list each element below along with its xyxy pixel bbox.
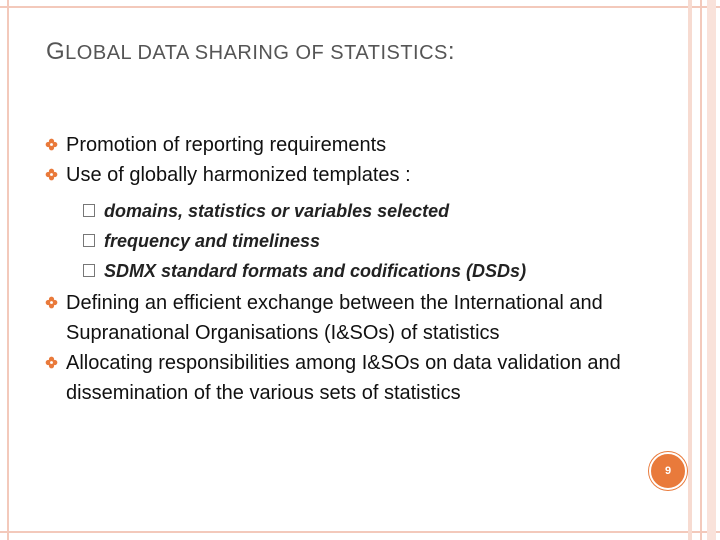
frame-right-bar-wide — [707, 0, 716, 540]
sub-list-item — [45, 256, 645, 286]
sub-bullet-text: frequency and timeliness — [104, 231, 321, 251]
orange-flower-bullet-icon — [45, 356, 58, 369]
title-text: LOBAL DATA SHARING OF STATISTICS — [65, 42, 448, 64]
orange-flower-bullet-icon — [45, 296, 58, 309]
frame-bottom-line — [0, 531, 720, 533]
checkbox-square-icon — [83, 234, 95, 247]
bullet-list — [45, 130, 645, 408]
sub-list-item — [45, 226, 645, 256]
slide-title — [46, 38, 455, 66]
sub-bullet-text: domains, statistics or variables selected — [104, 201, 450, 221]
orange-flower-bullet-icon — [45, 138, 58, 151]
list-item — [45, 348, 645, 408]
list-item — [45, 130, 645, 160]
list-item — [45, 160, 645, 190]
frame-right-bar-thin — [700, 0, 702, 540]
list-item — [45, 288, 645, 348]
checkbox-square-icon — [83, 264, 95, 277]
bullet-text: Promotion of reporting requirements — [66, 134, 387, 156]
bullet-text: Allocating responsibilities among I&SOs on data validation and dissemination of the various sets of statistics — [66, 352, 621, 404]
title-initial: G — [46, 38, 66, 65]
frame-top-line — [0, 6, 720, 8]
sub-list-item — [45, 196, 645, 226]
checkbox-square-icon — [83, 204, 95, 217]
sub-bullet-text: SDMX standard formats and codifications (DSDs) — [104, 261, 527, 281]
bullet-text: Defining an efficient exchange between the International and Supranational Organisations (I&SOs) of statistics — [66, 292, 603, 344]
bullet-text: Use of globally harmonized templates : — [66, 164, 411, 186]
title-colon: : — [447, 38, 456, 65]
frame-right-bar — [688, 0, 692, 540]
page-number-badge: 9 — [649, 452, 687, 490]
frame-left-line — [7, 0, 9, 540]
orange-flower-bullet-icon — [45, 168, 58, 181]
